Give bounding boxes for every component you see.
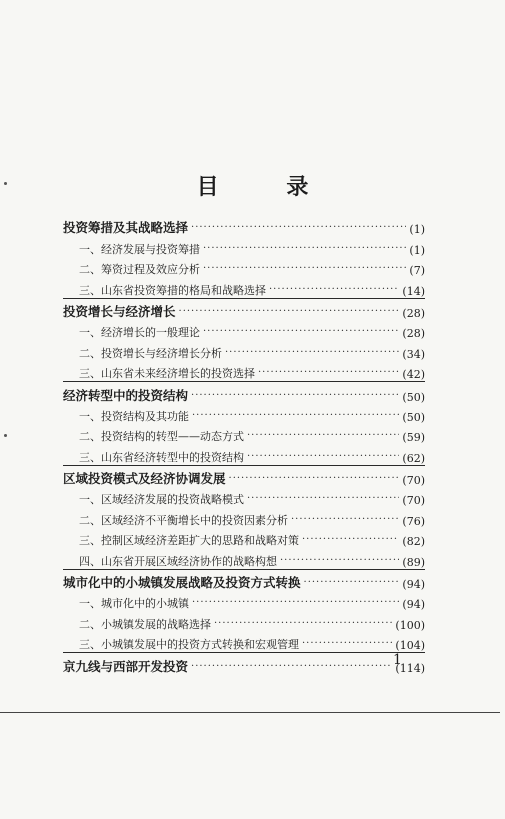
toc-entry-title: 二、区域经济不平衡增长中的投资因素分析 bbox=[79, 513, 288, 527]
toc-section-entry[interactable] bbox=[63, 236, 425, 256]
chapter-rule bbox=[63, 569, 425, 570]
dot-leader bbox=[203, 264, 406, 277]
page-title: 目 录 bbox=[196, 175, 339, 200]
dot-leader bbox=[247, 452, 399, 465]
dot-leader bbox=[214, 619, 392, 632]
toc-section-entry[interactable] bbox=[63, 487, 425, 507]
toc-entry-title: 区域投资模式及经济协调发展 bbox=[63, 471, 226, 487]
dot-leader bbox=[225, 348, 399, 361]
toc-chapter-entry[interactable] bbox=[63, 300, 425, 320]
dot-leader bbox=[191, 662, 392, 675]
toc-section-entry[interactable] bbox=[63, 632, 425, 652]
toc-section-entry[interactable] bbox=[63, 548, 425, 568]
toc-entry-page: (82) bbox=[402, 535, 425, 549]
toc-entry-title: 三、小城镇发展中的投资方式转换和宏观管理 bbox=[79, 638, 299, 652]
toc-entry-page: (1) bbox=[409, 243, 425, 257]
toc-entry-page: (114) bbox=[395, 661, 425, 675]
toc-section-entry[interactable] bbox=[63, 507, 425, 527]
toc-entry-title: 四、山东省开展区域经济协作的战略构想 bbox=[79, 554, 277, 568]
chapter-rule bbox=[63, 465, 425, 466]
dot-leader bbox=[258, 368, 399, 381]
toc-section-entry[interactable] bbox=[63, 257, 425, 277]
toc-entry-title: 一、投资结构及其功能 bbox=[79, 409, 189, 423]
page-number: 1 bbox=[393, 652, 402, 668]
toc-entry-page: (100) bbox=[395, 618, 425, 632]
toc-entry-title: 三、山东省投资筹措的格局和战略选择 bbox=[79, 283, 266, 297]
dot-leader bbox=[229, 474, 400, 487]
toc-chapter-entry[interactable] bbox=[63, 654, 425, 674]
toc-entry-page: (70) bbox=[402, 494, 425, 508]
toc-entry-title: 二、小城镇发展的战略选择 bbox=[79, 617, 211, 631]
toc-chapter-entry[interactable] bbox=[63, 467, 425, 487]
toc-entry-title: 投资增长与经济增长 bbox=[63, 303, 176, 319]
toc-entry-title: 一、城市化中的小城镇 bbox=[79, 597, 189, 611]
toc-entry-page: (50) bbox=[402, 410, 425, 424]
dot-leader bbox=[192, 411, 399, 424]
toc-chapter-entry[interactable] bbox=[63, 383, 425, 403]
toc-entry-title: 三、山东省未来经济增长的投资选择 bbox=[79, 367, 255, 381]
toc-entry-page: (94) bbox=[402, 578, 425, 592]
toc-section-entry[interactable] bbox=[63, 404, 425, 424]
dot-leader bbox=[247, 431, 399, 444]
toc-entry-page: (62) bbox=[402, 451, 425, 465]
dot-leader bbox=[192, 598, 399, 611]
dot-leader bbox=[280, 556, 399, 569]
toc-entry-page: (34) bbox=[402, 347, 425, 361]
toc-entry-page: (59) bbox=[402, 431, 425, 445]
toc-section-entry[interactable] bbox=[63, 340, 425, 360]
dot-leader bbox=[247, 494, 399, 507]
scan-speck bbox=[4, 434, 7, 437]
dot-leader bbox=[302, 639, 392, 652]
toc-entry-title: 一、区域经济发展的投资战略模式 bbox=[79, 493, 244, 507]
toc-entry-page: (1) bbox=[409, 223, 425, 237]
toc-section-entry[interactable] bbox=[63, 611, 425, 631]
toc-entry-title: 二、投资增长与经济增长分析 bbox=[79, 346, 222, 360]
toc-section-entry[interactable] bbox=[63, 320, 425, 340]
toc-entry-page: (14) bbox=[402, 284, 425, 298]
dot-leader bbox=[179, 307, 400, 320]
bottom-rule bbox=[0, 712, 500, 713]
dot-leader bbox=[191, 223, 406, 236]
table-of-contents bbox=[63, 216, 425, 675]
dot-leader bbox=[203, 327, 399, 340]
toc-entry-title: 一、经济发展与投资筹措 bbox=[79, 242, 200, 256]
dot-leader bbox=[304, 578, 400, 591]
toc-entry-page: (70) bbox=[402, 474, 425, 488]
toc-section-entry[interactable] bbox=[63, 591, 425, 611]
scan-speck bbox=[4, 182, 7, 185]
toc-section-entry[interactable] bbox=[63, 528, 425, 548]
toc-entry-title: 投资筹措及其战略选择 bbox=[63, 220, 189, 236]
toc-entry-page: (42) bbox=[402, 368, 425, 382]
toc-entry-page: (76) bbox=[402, 514, 425, 528]
dot-leader bbox=[291, 515, 399, 528]
toc-entry-page: (94) bbox=[402, 598, 425, 612]
toc-entry-page: (28) bbox=[402, 306, 425, 320]
toc-entry-title: 一、经济增长的一般理论 bbox=[79, 326, 200, 340]
toc-chapter-entry[interactable] bbox=[63, 571, 425, 591]
toc-entry-title: 京九线与西部开发投资 bbox=[63, 658, 189, 674]
toc-section-entry[interactable] bbox=[63, 424, 425, 444]
chapter-rule bbox=[63, 298, 425, 299]
toc-entry-page: (50) bbox=[402, 390, 425, 404]
toc-section-entry[interactable] bbox=[63, 277, 425, 297]
toc-section-entry[interactable] bbox=[63, 444, 425, 464]
toc-entry-page: (28) bbox=[402, 327, 425, 341]
toc-entry-title: 三、山东省经济转型中的投资结构 bbox=[79, 450, 244, 464]
chapter-rule bbox=[63, 652, 425, 653]
toc-entry-title: 经济转型中的投资结构 bbox=[63, 387, 189, 403]
toc-entry-page: (89) bbox=[402, 555, 425, 569]
toc-entry-title: 三、控制区域经济差距扩大的思路和战略对策 bbox=[79, 534, 299, 548]
dot-leader bbox=[302, 535, 399, 548]
chapter-rule bbox=[63, 381, 425, 382]
toc-entry-title: 城市化中的小城镇发展战略及投资方式转换 bbox=[63, 575, 301, 591]
dot-leader bbox=[203, 244, 406, 257]
toc-entry-page: (104) bbox=[395, 639, 425, 653]
toc-chapter-entry[interactable] bbox=[63, 216, 425, 236]
toc-entry-page: (7) bbox=[409, 264, 425, 278]
toc-section-entry[interactable] bbox=[63, 361, 425, 381]
toc-entry-title: 二、筹资过程及效应分析 bbox=[79, 263, 200, 277]
dot-leader bbox=[191, 391, 399, 404]
dot-leader bbox=[269, 285, 399, 298]
toc-entry-title: 二、投资结构的转型——动态方式 bbox=[79, 430, 244, 444]
